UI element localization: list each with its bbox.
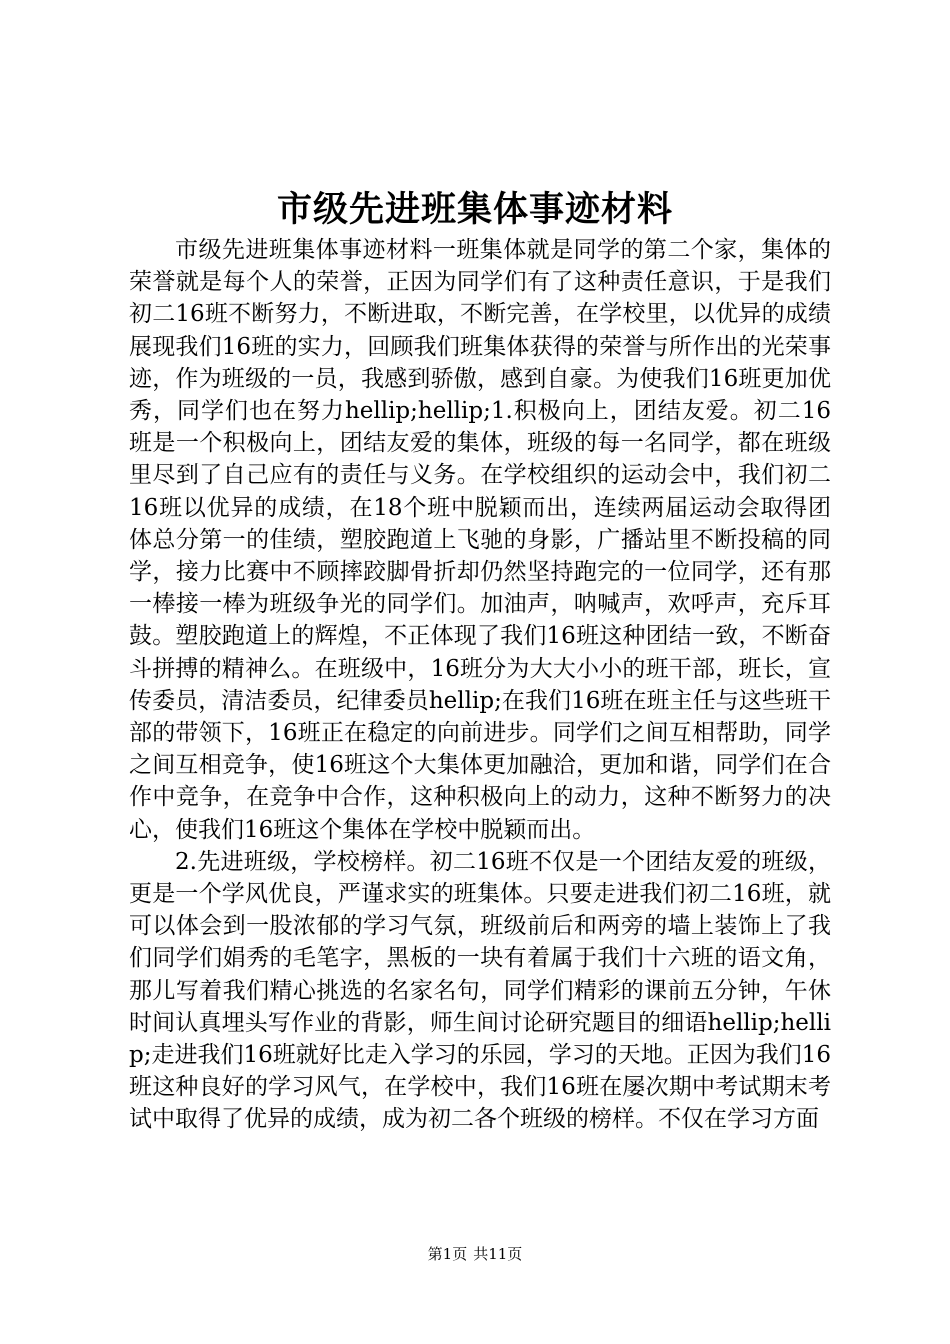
document-title: 市级先进班集体事迹材料: [276, 189, 673, 230]
paragraph-1: 市级先进班集体事迹材料一班集体就是同学的第二个家，集体的荣誉就是每个人的荣誉，正因为同学们有了这种责任意识，于是我们初二16班不断努力，不断进取，不断完善，在学校里，以优异的成绩展现我们16班的实力，回顾我们班集体获得的荣誉与所作出的光荣事迹，作为班级的一员，我感到骄傲，感到自豪。为使我们16班更加优秀，同学们也在努力hellip;hellip;1.积极向上，团结友爱。初二16班是一个积极向上，团结友爱的集体，班级的每一名同学，都在班级里尽到了自己应有的责任与义务。在学校组织的运动会中，我们初二16班以优异的成绩，在18个班中脱颖而出，连续两届运动会取得团体总分第一的佳绩，塑胶跑道上飞驰的身影，广播站里不断投稿的同学，接力比赛中不顾摔跤脚骨折却仍然坚持跑完的一位同学，还有那一棒接一棒为班级争光的同学们。加油声，呐喊声，欢呼声，充斥耳鼓。塑胶跑道上的辉煌，不正体现了我们16班这种团结一致，不断奋斗拼搏的精神么。在班级中，16班分为大大小小的班干部，班长，宣传委员，清洁委员，纪律委员hellip;在我们16班在班主任与这些班干部的带领下，16班正在稳定的向前进步。同学们之间互相帮助，同学之间互相竞争，使16班这个大集体更加融洽，更加和谐，同学们在合作中竞争，在竞争中合作，这种积极向上的动力，这种不断努力的决心，使我们16班这个集体在学校中脱颖而出。: [129, 237, 831, 843]
total-pages: 共11页: [473, 1245, 523, 1263]
paragraph-2: 2.先进班级，学校榜样。初二16班不仅是一个团结友爱的班级，更是一个学风优良，严谨求实的班集体。只要走进我们初二16班，就可以体会到一股浓郁的学习气氛，班级前后和两旁的墙上装饰上了我们同学们娟秀的毛笔字，黑板的一块有着属于我们十六班的语文角，那儿写着我们精心挑选的名家名句，同学们精彩的课前五分钟，午休时间认真埋头写作业的背影，师生间讨论研究题目的细语hellip;hellip;走进我们16班就好比走入学习的乐园，学习的天地。正因为我们16班这种良好的学习风气，在学校中，我们16班在屡次期中考试期末考试中取得了优异的成绩，成为初二各个班级的榜样。不仅在学习方面: [129, 848, 832, 1133]
page-footer: [0, 1243, 950, 1265]
page-number: 第1页: [427, 1245, 468, 1263]
document-body: [129, 234, 831, 1136]
